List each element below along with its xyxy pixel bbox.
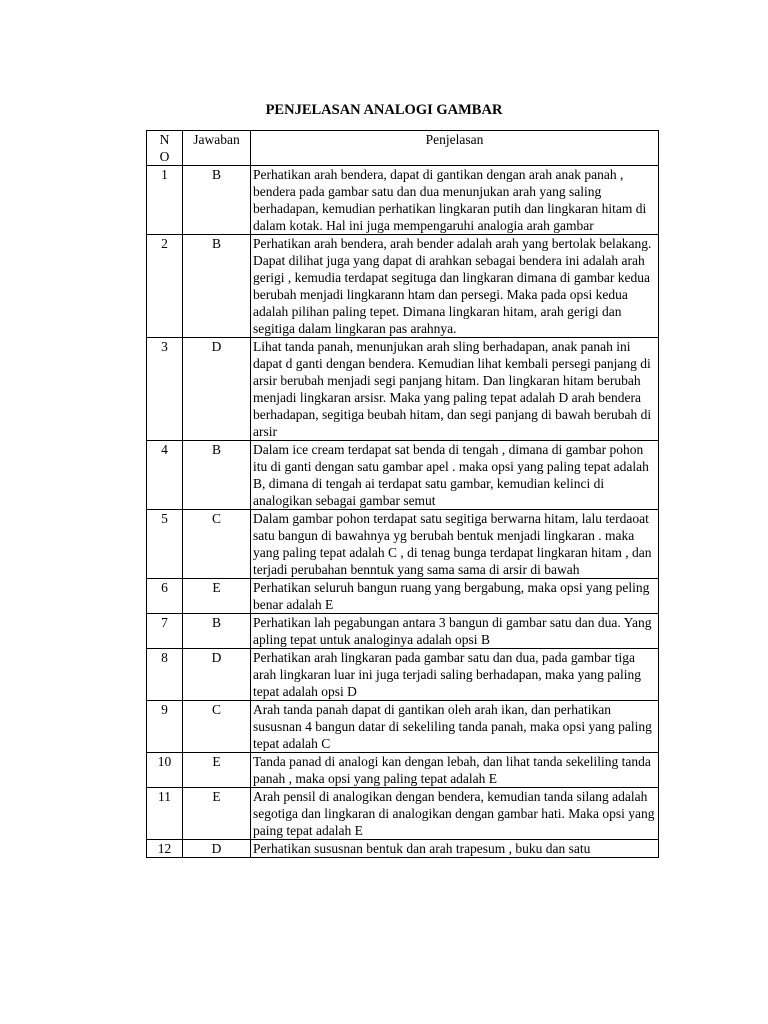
row-number-cell: 11 xyxy=(147,788,183,840)
row-explanation-cell: Perhatikan sususnan bentuk dan arah trapesum , buku dan satu xyxy=(251,840,659,858)
row-number-cell: 3 xyxy=(147,338,183,441)
row-number-cell: 2 xyxy=(147,235,183,338)
header-no-line2: O xyxy=(159,149,170,164)
table-row xyxy=(147,614,659,649)
row-explanation-cell: Perhatikan seluruh bangun ruang yang bergabung, maka opsi yang peling benar adalah E xyxy=(251,579,659,614)
table-row xyxy=(147,338,659,441)
row-explanation-cell: Arah pensil di analogikan dengan bendera, kemudian tanda silang adalah segotiga dan lingkaran di analogikan dengan gambar hati. Maka opsi yang paing tepat adalah E xyxy=(251,788,659,840)
row-explanation-cell: Dalam ice cream terdapat sat benda di tengah , dimana di gambar pohon itu di ganti dengan satu gambar apel . maka opsi yang paling tepat adalah B, dimana di tengah ai terdapat satu gambar, kemudian kelinci di analogikan sebagai gambar semut xyxy=(251,441,659,510)
table-row xyxy=(147,701,659,753)
row-answer-cell: E xyxy=(183,753,251,788)
row-answer-cell: D xyxy=(183,840,251,858)
page-title: PENJELASAN ANALOGI GAMBAR xyxy=(265,102,503,118)
row-number-cell: 1 xyxy=(147,166,183,235)
header-no xyxy=(147,131,183,166)
row-explanation-cell: Perhatikan lah pegabungan antara 3 bangun di gambar satu dan dua. Yang apling tepat untuk analoginya adalah opsi B xyxy=(251,614,659,649)
row-answer-cell: B xyxy=(183,614,251,649)
row-number-cell: 8 xyxy=(147,649,183,701)
row-number-cell: 12 xyxy=(147,840,183,858)
row-explanation-cell: Perhatikan arah bendera, arah bender adalah arah yang bertolak belakang. Dapat dilihat juga yang dapat di arahkan sebagai bendera ini adalah arah gerigi , kemudia terdapat segituga dan lingkaran dimana di gambar kedua berubah menjadi lingkarann htam dan persegi. Maka pada opsi kedua adalah pilihan paling tepet. Dimana lingkaran hitam, arah gerigi dan segitiga dalam lingkaran pas arahnya. xyxy=(251,235,659,338)
row-number-cell: 6 xyxy=(147,579,183,614)
table-row xyxy=(147,579,659,614)
header-answer: Jawaban xyxy=(183,131,251,166)
explanation-table xyxy=(146,130,659,858)
table-row xyxy=(147,235,659,338)
row-answer-cell: D xyxy=(183,338,251,441)
row-explanation-cell: Lihat tanda panah, menunjukan arah sling berhadapan, anak panah ini dapat d ganti dengan bendera. Kemudian lihat kembali persegi panjang di arsir berubah menjadi segi panjang hitam. Dan lingkaran hitam berubah menjadi lingkaran arsisr. Maka yang paling tepat adalah D arah bendera berhadapan, segitiga beubah hitam, dan segi panjang di bawah berubah di arsir xyxy=(251,338,659,441)
row-number-cell: 9 xyxy=(147,701,183,753)
header-no-line1: N xyxy=(159,132,170,147)
row-explanation-cell: Perhatikan arah bendera, dapat di gantikan dengan arah anak panah , bendera pada gambar satu dan dua menunjukan arah yang saling berhadapan, kemudian perhatikan lingkaran putih dan lingkaran hitam di dalam kotak. Hal ini juga mempengaruhi analogia arah gambar xyxy=(251,166,659,235)
header-explanation: Penjelasan xyxy=(251,131,659,166)
row-number-cell: 10 xyxy=(147,753,183,788)
table-row xyxy=(147,510,659,579)
table-row xyxy=(147,649,659,701)
row-number-cell: 7 xyxy=(147,614,183,649)
row-number-cell: 4 xyxy=(147,441,183,510)
table-row xyxy=(147,788,659,840)
table-row xyxy=(147,441,659,510)
table-row xyxy=(147,166,659,235)
row-answer-cell: C xyxy=(183,510,251,579)
row-answer-cell: E xyxy=(183,579,251,614)
row-answer-cell: B xyxy=(183,166,251,235)
row-answer-cell: D xyxy=(183,649,251,701)
row-answer-cell: C xyxy=(183,701,251,753)
row-explanation-cell: Arah tanda panah dapat di gantikan oleh arah ikan, dan perhatikan sususnan 4 bangun datar di sekeliling tanda panah, maka opsi yang paling tepat adalah C xyxy=(251,701,659,753)
row-answer-cell: B xyxy=(183,441,251,510)
table-header-row xyxy=(147,131,659,166)
row-answer-cell: E xyxy=(183,788,251,840)
row-explanation-cell: Dalam gambar pohon terdapat satu segitiga berwarna hitam, lalu terdaoat satu bangun di bawahnya yg berubah bentuk menjadi lingkaran . maka yang paling tepat adalah C , di tenag bunga terdapat lingkaran hitam , dan terjadi perubahan benntuk yang sama sama di arsir di bawah xyxy=(251,510,659,579)
table-row xyxy=(147,753,659,788)
row-explanation-cell: Perhatikan arah lingkaran pada gambar satu dan dua, pada gambar tiga arah lingkaran luar ini juga terjadi saling berhadapan, maka yang paling tepat adalah opsi D xyxy=(251,649,659,701)
row-number-cell: 5 xyxy=(147,510,183,579)
table-row xyxy=(147,840,659,858)
row-answer-cell: B xyxy=(183,235,251,338)
row-explanation-cell: Tanda panad di analogi kan dengan lebah, dan lihat tanda sekeliling tanda panah , maka opsi yang paling tepat adalah E xyxy=(251,753,659,788)
